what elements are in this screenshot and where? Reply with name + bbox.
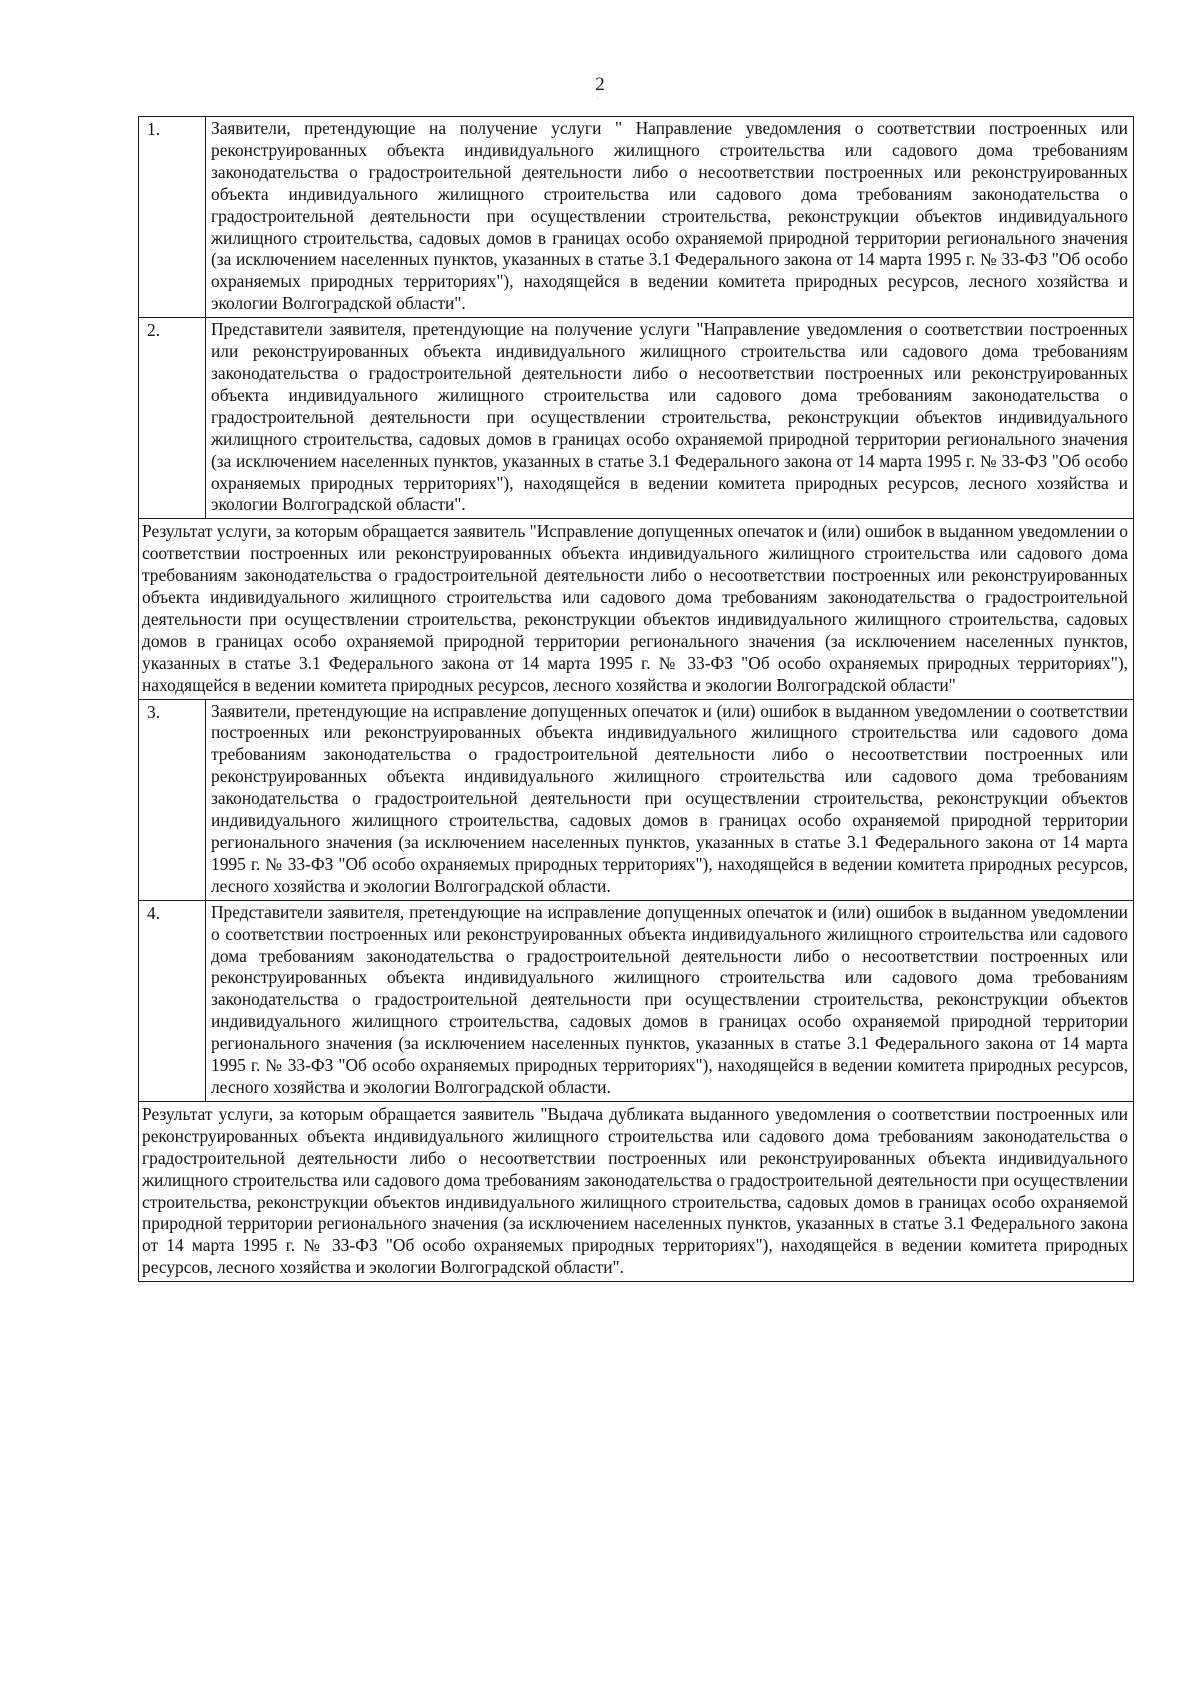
page-number: 2 (595, 74, 605, 95)
row-number-4: 4. (139, 900, 206, 1101)
row-text-1: Заявители, претендующие на получение услуги " Направление уведомления о соответствии построенных или реконструированных объекта индивидуального жилищного строительства или садового дома требованиям законодательства о градостроительной деятельности либо о несоответствии построенных или реконструированных объекта индивидуального жилищного строительства или садового дома требованиям законодательства о градостроительной деятельности при осуществлении строительства, реконструкции объектов индивидуального жилищного строительства, садовых домов в границах особо охраняемой природной территории регионального значения (за исключением населенных пунктов, указанных в статье 3.1 Федерального закона от 14 марта 1995 г. № 33-ФЗ "Об особо охраняемых природных территориях"), находящейся в ведении комитета природных ресурсов, лесного хозяйства и экологии Волгоградской области". (206, 117, 1134, 318)
table-row-result-correction (139, 519, 1134, 699)
scan-artifact-dot: · (596, 94, 599, 103)
result-heading-duplicate: Результат услуги, за которым обращается заявитель "Выдача дубликата выданного уведомления о соответствии построенных или реконструированных объекта индивидуального жилищного строительства или садового дома требованиям законодательства о градостроительной деятельности либо о несоответствии построенных или реконструированных объекта индивидуального жилищного строительства или садового дома требованиям законодательства о градостроительной деятельности при осуществлении строительства, реконструкции объектов индивидуального жилищного строительства, садовых домов в границах особо охраняемой природной территории регионального значения (за исключением населенных пунктов, указанных в статье 3.1 Федерального закона от 14 марта 1995 г. № 33-ФЗ "Об особо охраняемых природных территориях"), находящейся в ведении комитета природных ресурсов, лесного хозяйства и экологии Волгоградской области". (139, 1101, 1134, 1281)
table-row-applicants-correction (139, 699, 1134, 900)
table-row-applicants-service (139, 117, 1134, 318)
table-row-result-duplicate (139, 1101, 1134, 1281)
row-text-4: Представители заявителя, претендующие на исправление допущенных опечаток и (или) ошибок в выданном уведомлении о соответствии построенных или реконструированных объекта индивидуального жилищного строительства или садового дома требованиям законодательства о градостроительной деятельности либо о несоответствии построенных или реконструированных объекта индивидуального жилищного строительства или садового дома требованиям законодательства о градостроительной деятельности при осуществлении строительства, реконструкции объектов индивидуального жилищного строительства, садовых домов в границах особо охраняемой природной территории регионального значения (за исключением населенных пунктов, указанных в статье 3.1 Федерального закона от 14 марта 1995 г. № 33-ФЗ "Об особо охраняемых природных территориях"), находящейся в ведении комитета природных ресурсов, лесного хозяйства и экологии Волгоградской области. (206, 900, 1134, 1101)
row-number-1: 1. (139, 117, 206, 318)
row-number-2: 2. (139, 318, 206, 519)
row-number-3: 3. (139, 699, 206, 900)
result-heading-correction: Результат услуги, за которым обращается заявитель "Исправление допущенных опечаток и (или) ошибок в выданном уведомлении о соответствии построенных или реконструированных объекта индивидуального жилищного строительства или садового дома требованиям законодательства о градостроительной деятельности либо о несоответствии построенных или реконструированных объекта индивидуального жилищного строительства или садового дома требованиям законодательства о градостроительной деятельности при осуществлении строительства, реконструкции объектов индивидуального жилищного строительства, садовых домов в границах особо охраняемой природной территории регионального значения (за исключением населенных пунктов, указанных в статье 3.1 Федерального закона от 14 марта 1995 г. № 33-ФЗ "Об особо охраняемых природных территориях"), находящейся в ведении комитета природных ресурсов, лесного хозяйства и экологии Волгоградской области" (139, 519, 1134, 699)
row-text-2: Представители заявителя, претендующие на получение услуги "Направление уведомления о соответствии построенных или реконструированных объекта индивидуального жилищного строительства или садового дома требованиям законодательства о градостроительной деятельности либо о несоответствии построенных или реконструированных объекта индивидуального жилищного строительства или садового дома требованиям законодательства о градостроительной деятельности при осуществлении строительства, реконструкции объектов индивидуального жилищного строительства, садовых домов в границах особо охраняемой природной территории регионального значения (за исключением населенных пунктов, указанных в статье 3.1 Федерального закона от 14 марта 1995 г. № 33-ФЗ "Об особо охраняемых природных территориях"), находящейся в ведении комитета природных ресурсов, лесного хозяйства и экологии Волгоградской области". (206, 318, 1134, 519)
table-row-representatives-correction (139, 900, 1134, 1101)
applicant-categories-table (138, 116, 1134, 1282)
row-text-3: Заявители, претендующие на исправление допущенных опечаток и (или) ошибок в выданном уведомлении о соответствии построенных или реконструированных объекта индивидуального жилищного строительства или садового дома требованиям законодательства о градостроительной деятельности либо о несоответствии построенных или реконструированных объекта индивидуального жилищного строительства или садового дома требованиям законодательства о градостроительной деятельности при осуществлении строительства, реконструкции объектов индивидуального жилищного строительства, садовых домов в границах особо охраняемой природной территории регионального значения (за исключением населенных пунктов, указанных в статье 3.1 Федерального закона от 14 марта 1995 г. № 33-ФЗ "Об особо охраняемых природных территориях"), находящейся в ведении комитета природных ресурсов, лесного хозяйства и экологии Волгоградской области. (206, 699, 1134, 900)
table-row-representatives-service (139, 318, 1134, 519)
